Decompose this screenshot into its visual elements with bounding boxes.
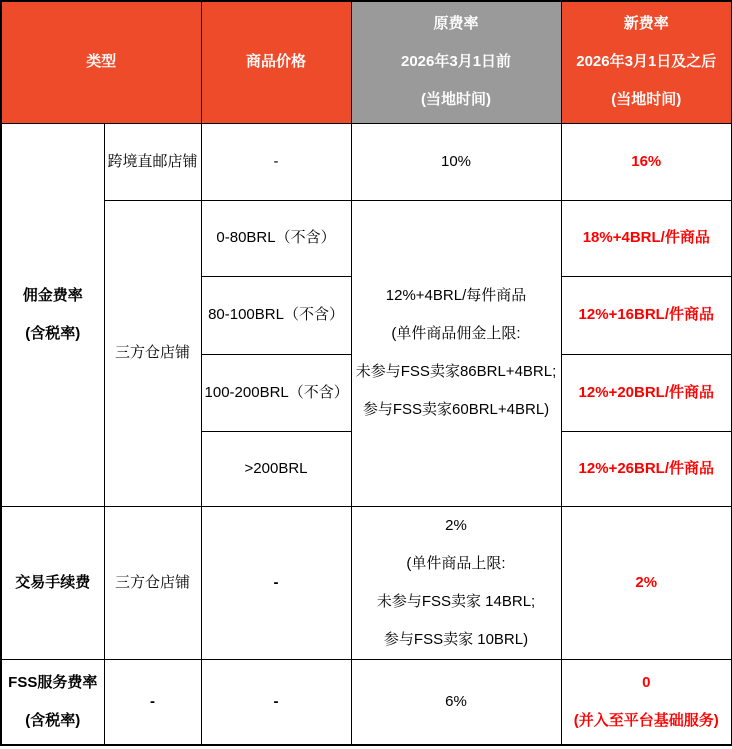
cell-tier-4-price: >200BRL <box>201 431 351 506</box>
cell-tier-1-price: 0-80BRL（不含） <box>201 200 351 276</box>
row-transaction-fee <box>1 506 732 659</box>
thirdparty-old-rate-line: 未参与FSS卖家86BRL+4BRL; <box>355 363 557 380</box>
header-row <box>1 1 732 123</box>
header-product-price <box>201 1 351 123</box>
cell-fss-old-rate: 6% <box>351 659 561 745</box>
fss-category-lines <box>5 674 101 730</box>
header-price-label: 商品价格 <box>246 53 307 71</box>
transaction-old-rate-line: (单件商品上限: <box>406 554 506 572</box>
row-fss-fee <box>1 659 732 745</box>
cell-tier-3-new-rate: 12%+20BRL/件商品 <box>561 354 732 431</box>
commission-category-lines <box>5 287 101 343</box>
fss-new-rate-line: (并入至平台基础服务) <box>573 711 719 729</box>
cell-fss-category <box>1 659 104 745</box>
cell-crossborder-new-rate: 16% <box>561 123 732 200</box>
header-new-rate-lines <box>565 15 729 109</box>
cell-thirdparty-old-rate <box>351 200 561 506</box>
cell-crossborder-old-rate: 10% <box>351 123 561 200</box>
header-old-rate <box>351 1 561 123</box>
thirdparty-old-rate-line: 参与FSS卖家60BRL+4BRL) <box>362 401 550 418</box>
transaction-old-rate-line: 参与FSS卖家 10BRL) <box>383 630 529 648</box>
cell-crossborder-shop-type: 跨境直邮店铺 <box>104 123 201 200</box>
header-new-rate-line: (当地时间) <box>611 91 682 109</box>
cell-transaction-category: 交易手续费 <box>1 506 104 659</box>
transaction-old-rate-line: 未参与FSS卖家 14BRL; <box>376 592 536 610</box>
transaction-old-rate-line: 2% <box>445 516 467 534</box>
cell-fss-new-rate <box>561 659 732 745</box>
cell-fss-price: - <box>201 659 351 745</box>
cell-thirdparty-shop-type: 三方仓店铺 <box>104 200 201 506</box>
cell-tier-3-price: 100-200BRL（不含） <box>201 354 351 431</box>
fss-new-rate-lines <box>565 674 729 730</box>
header-type-label: 类型 <box>86 53 117 71</box>
cell-tier-2-new-rate: 12%+16BRL/件商品 <box>561 276 732 354</box>
header-type <box>1 1 201 123</box>
header-new-rate-line: 新费率 <box>623 15 669 33</box>
fss-category-line: FSS服务费率 <box>8 673 98 691</box>
transaction-old-rate-lines <box>355 517 558 649</box>
cell-crossborder-price: - <box>201 123 351 200</box>
fss-category-line: (含税率) <box>25 711 81 729</box>
cell-transaction-price: - <box>201 506 351 659</box>
header-old-rate-line: 原费率 <box>433 15 479 33</box>
cell-transaction-old-rate <box>351 506 561 659</box>
header-new-rate <box>561 1 732 123</box>
header-old-rate-lines <box>355 15 558 109</box>
thirdparty-old-rate-lines <box>355 287 558 419</box>
cell-transaction-new-rate: 2% <box>561 506 732 659</box>
fss-new-rate-line: 0 <box>642 673 651 691</box>
commission-category-line: (含税率) <box>25 324 81 342</box>
cell-commission-category <box>1 123 104 506</box>
row-commission-tier-1 <box>1 200 732 276</box>
row-commission-crossborder <box>1 123 732 200</box>
thirdparty-old-rate-line: (单件商品佣金上限: <box>391 325 521 342</box>
cell-tier-1-new-rate: 18%+4BRL/件商品 <box>561 200 732 276</box>
cell-tier-2-price: 80-100BRL（不含） <box>201 276 351 354</box>
thirdparty-old-rate-line: 12%+4BRL/每件商品 <box>385 287 527 304</box>
header-old-rate-line: (当地时间) <box>421 91 492 109</box>
cell-tier-4-new-rate: 12%+26BRL/件商品 <box>561 431 732 506</box>
cell-transaction-shop-type: 三方仓店铺 <box>104 506 201 659</box>
header-old-rate-line: 2026年3月1日前 <box>400 53 512 71</box>
cell-fss-shop-type: - <box>104 659 201 745</box>
commission-category-line: 佣金费率 <box>22 286 83 304</box>
header-new-rate-line: 2026年3月1日及之后 <box>576 53 717 71</box>
